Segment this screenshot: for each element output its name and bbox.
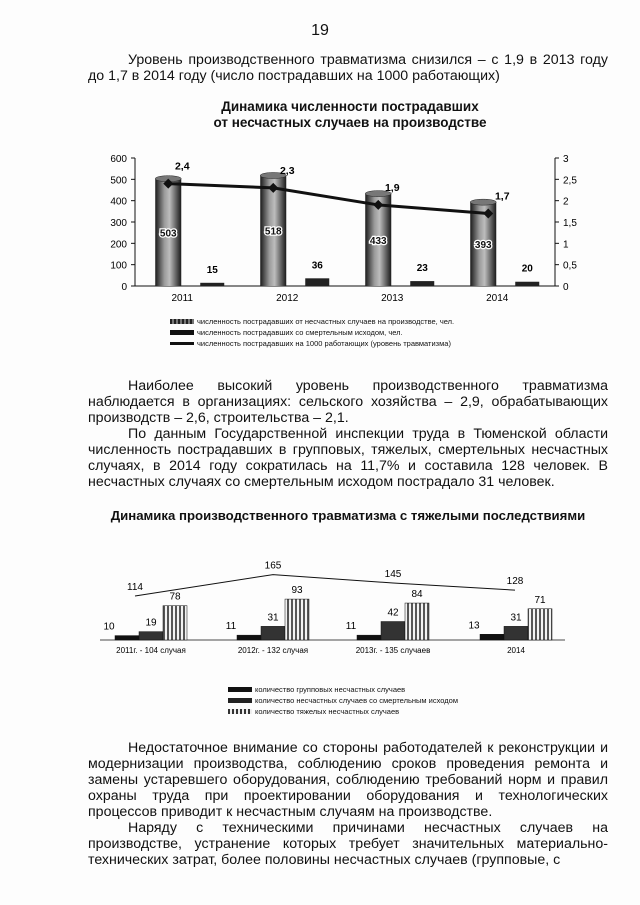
bar-total-label: 503: [159, 228, 177, 240]
intro-paragraph: Уровень производственного травматизма снизился – с 1,9 в 2013 году до 1,7 в 2014 году (число пострадавших на 1000 работающих): [88, 52, 608, 84]
bar-severe: [405, 603, 429, 640]
x-tick-label: 2012г. - 132 случая: [237, 646, 309, 655]
bar-total-label: 518: [264, 226, 282, 238]
bar-group-label: 13: [468, 620, 480, 632]
bar-total-label: 393: [474, 240, 492, 252]
paragraph-3: Недостаточное внимание со стороны работодателей к реконструкции и модернизации производства, соблюдению сроков проведения ремонта и замены устаревшего оборудования, соблюдению требований норм и правил охраны труда при проектировании оборудования и технологических процессов приводит к несчастным случаям на производстве.: [88, 740, 608, 820]
x-tick-label: 2014: [486, 293, 509, 304]
x-tick-label: 2013: [381, 293, 404, 304]
rate-label: 2,3: [279, 164, 295, 177]
chart1-title-line1: Динамика численности пострадавших: [221, 99, 479, 114]
bar-severe: [285, 599, 309, 640]
paragraph-2: По данным Государственной инспекции труда в Тюменской области численность пострадавших в групповых, тяжелых, смертельных несчастных случаях, в 2014 году сократилась на 11,7% и составила 128 человек. В несчастных случаях со смертельным исходом пострадало 31 человек.: [88, 426, 608, 490]
bar-fatal: [504, 626, 528, 640]
y2-tick-label: 3: [563, 154, 569, 165]
bar-group-label: 10: [103, 621, 115, 633]
x-tick-label: 2013г. - 135 случаев: [355, 646, 431, 655]
chart1-title-line2: от несчастных случаев на производстве: [213, 115, 487, 130]
y-tick-label: 100: [110, 260, 127, 272]
y2-tick-label: 1,5: [563, 218, 577, 229]
y-tick-label: 500: [110, 175, 127, 187]
chart2-legend-item-3: [228, 706, 458, 717]
bar-severe-label: 71: [534, 594, 546, 606]
bar-fatal-label: 36: [311, 260, 323, 272]
bar-severe: [528, 609, 552, 640]
legend-swatch: [228, 709, 252, 714]
bar-fatal-label: 20: [521, 263, 533, 275]
chart2-svg: [95, 548, 575, 670]
bar-severe: [163, 606, 187, 640]
chart2-legend-item-2: [228, 695, 458, 706]
paragraph-4: Наряду с техническими причинами несчастных случаев на производстве, устранение которых требует значительных материально-технических затрат, более половины несчастных случаев (групповые, с: [88, 820, 608, 868]
chart2-legend: [228, 684, 458, 717]
legend-swatch: [228, 687, 252, 692]
bar-group: [237, 635, 261, 640]
y-tick-label: 400: [110, 196, 127, 208]
y2-tick-label: 2,5: [563, 175, 577, 187]
y-tick-label: 300: [110, 218, 127, 229]
y2-tick-label: 0: [563, 282, 569, 293]
chart2-title: Динамика производственного травматизма с тяжелыми последствиями: [110, 508, 586, 523]
chart2-legend-item-1: [228, 684, 458, 695]
bar-severe-label: 84: [411, 589, 423, 601]
y2-tick-label: 0,5: [563, 260, 577, 272]
chart1-title: [150, 99, 550, 131]
total-label: 114: [127, 582, 143, 593]
y2-tick-label: 1: [563, 239, 569, 251]
chart1-legend-item-2: [170, 327, 454, 338]
legend-swatch: [228, 698, 252, 703]
chart1-legend-item-3: [170, 338, 454, 349]
legend-label: количество несчастных случаев со смертельным исходом: [255, 696, 458, 705]
y2-tick-label: 2: [563, 196, 569, 208]
x-tick-label: 2014: [507, 646, 525, 655]
total-label: 145: [384, 568, 402, 580]
bar-fatal: [381, 622, 405, 640]
rate-label: 1,7: [494, 190, 510, 203]
rate-label: 1,9: [384, 181, 400, 194]
total-label: 128: [506, 576, 524, 588]
bar-fatal-label: 23: [416, 263, 428, 275]
bar-fatal: [515, 282, 539, 286]
page-number: 19: [311, 22, 329, 39]
chart1-legend-item-1: [170, 316, 454, 327]
legend-label: численность пострадавших на 1000 работающих (уровень травматизма): [197, 339, 451, 348]
y-tick-label: 600: [110, 154, 127, 165]
legend-label: численность пострадавших со смертельным исходом, чел.: [197, 328, 403, 337]
bar-group: [115, 636, 139, 640]
legend-swatch: [170, 342, 194, 345]
total-line: [135, 575, 515, 596]
bar-total-label: 433: [369, 235, 387, 247]
x-tick-label: 2011: [171, 293, 194, 304]
bar-fatal-label: 42: [387, 607, 399, 619]
bar-group-label: 11: [225, 621, 237, 633]
legend-swatch: [170, 330, 194, 335]
bar-fatal: [305, 278, 329, 286]
paragraph-1: Наиболее высокий уровень производственного травматизма наблюдается в организациях: сельского хозяйства – 2,9, обрабатывающих производств – 2,6, строительства – 2,1.: [88, 378, 608, 426]
bar-severe-label: 93: [291, 585, 303, 597]
chart1-svg: [100, 148, 600, 313]
bar-fatal: [200, 283, 224, 286]
legend-label: количество групповых несчастных случаев: [255, 685, 406, 694]
bar-fatal-label: 19: [145, 617, 157, 629]
legend-label: количество тяжелых несчастных случаев: [255, 707, 400, 716]
bar-total-top: [470, 199, 496, 205]
bar-severe-label: 78: [169, 591, 181, 603]
bar-fatal-label: 31: [510, 612, 522, 624]
legend-swatch: [170, 319, 194, 324]
y-tick-label: 200: [110, 239, 127, 251]
bar-fatal: [139, 632, 163, 640]
bar-fatal: [261, 626, 285, 640]
y-tick-label: 0: [121, 282, 127, 293]
x-tick-label: 2012: [276, 293, 299, 304]
bar-fatal-label: 31: [267, 612, 279, 624]
bar-group: [357, 635, 381, 640]
bar-fatal: [410, 281, 434, 286]
chart1-legend: [170, 316, 454, 349]
bar-group-label: 11: [345, 621, 357, 633]
rate-label: 2,4: [174, 160, 190, 173]
rate-line: [168, 181, 488, 214]
legend-label: численность пострадавших от несчастных случаев на производстве, чел.: [197, 317, 455, 326]
total-label: 165: [264, 560, 282, 572]
x-tick-label: 2011г. - 104 случая: [116, 646, 186, 655]
bar-fatal-label: 15: [206, 264, 218, 276]
bar-group: [480, 634, 504, 640]
